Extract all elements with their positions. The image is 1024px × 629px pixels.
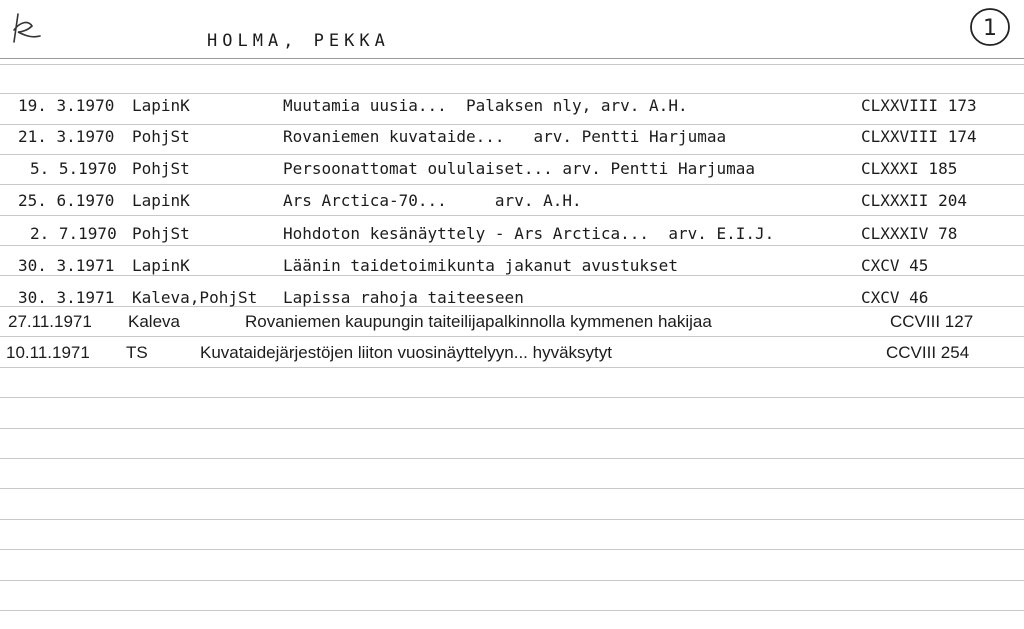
- rule-line: [0, 245, 1024, 246]
- rule-line: [0, 488, 1024, 489]
- entry-date: 25. 6.1970: [18, 191, 115, 210]
- entry-date: 5. 5.1970: [30, 159, 117, 178]
- entry-title: Rovaniemen kaupungin taiteilijapalkinnolla kymmenen hakijaa: [245, 312, 712, 331]
- rule-line: [0, 549, 1024, 550]
- entry-reference: CCVIII 127: [890, 312, 974, 331]
- entry-reference: CLXXVIII 173: [861, 96, 977, 115]
- entry-source: LapinK: [132, 256, 190, 275]
- entry-title: Lapissa rahoja taiteeseen: [283, 288, 524, 307]
- rule-line: [0, 397, 1024, 398]
- entry-source: PohjSt: [132, 159, 190, 178]
- rule-line: [0, 610, 1024, 611]
- entry-source: Kaleva: [128, 312, 180, 331]
- card-heading-name: HOLMA, PEKKA: [207, 31, 390, 51]
- entry-reference: CXCV 46: [861, 288, 929, 307]
- entry-date: 27.11.1971: [8, 312, 92, 331]
- entry-title: Läänin taidetoimikunta jakanut avustukset: [283, 256, 678, 275]
- rule-line: [0, 154, 1024, 155]
- entry-source: Kaleva,PohjSt: [132, 288, 258, 307]
- page-number: 1: [983, 16, 997, 41]
- page-number-circle: [968, 5, 1012, 49]
- rule-line: [0, 64, 1024, 65]
- circle-icon: [968, 5, 1012, 49]
- entry-source: LapinK: [132, 191, 190, 210]
- entry-reference: CLXXVIII 174: [861, 127, 977, 146]
- entry-date: 10.11.1971: [6, 343, 90, 362]
- rule-line: [0, 215, 1024, 216]
- rule-line: [0, 124, 1024, 125]
- entry-date: 30. 3.1971: [18, 256, 115, 275]
- handwritten-k-mark: [6, 12, 44, 48]
- rule-line: [0, 458, 1024, 459]
- entry-title: Kuvataidejärjestöjen liiton vuosinäyttelyyn... hyväksytyt: [200, 343, 612, 362]
- entry-title: Rovaniemen kuvataide... arv. Pentti Harjumaa: [283, 127, 727, 146]
- entry-reference: CLXXXII 204: [861, 191, 967, 210]
- rule-line: [0, 428, 1024, 429]
- entry-title: Ars Arctica-70... arv. A.H.: [283, 191, 582, 210]
- rule-line: [0, 519, 1024, 520]
- rule-line: [0, 93, 1024, 94]
- entry-reference: CLXXXIV 78: [861, 224, 958, 243]
- entry-date: 30. 3.1971: [18, 288, 115, 307]
- entry-date: 21. 3.1970: [18, 127, 115, 146]
- entry-source: TS: [126, 343, 148, 362]
- entry-source: PohjSt: [132, 224, 190, 243]
- entry-date: 19. 3.1970: [18, 96, 115, 115]
- entry-source: LapinK: [132, 96, 190, 115]
- rule-line: [0, 367, 1024, 368]
- entry-reference: CLXXXI 185: [861, 159, 958, 178]
- rule-line: [0, 336, 1024, 337]
- entry-reference: CCVIII 254: [886, 343, 970, 362]
- entry-title: Hohdoton kesänäyttely - Ars Arctica... arv. E.I.J.: [283, 224, 775, 243]
- entry-source: PohjSt: [132, 127, 190, 146]
- rule-line: [0, 184, 1024, 185]
- entry-date: 2. 7.1970: [30, 224, 117, 243]
- entry-title: Persoonattomat oululaiset... arv. Pentti Harjumaa: [283, 159, 756, 178]
- entry-reference: CXCV 45: [861, 256, 929, 275]
- rule-line: [0, 580, 1024, 581]
- rule-line: [0, 275, 1024, 276]
- rule-line: [0, 58, 1024, 59]
- entry-title: Muutamia uusia... Palaksen nly, arv. A.H.: [283, 96, 688, 115]
